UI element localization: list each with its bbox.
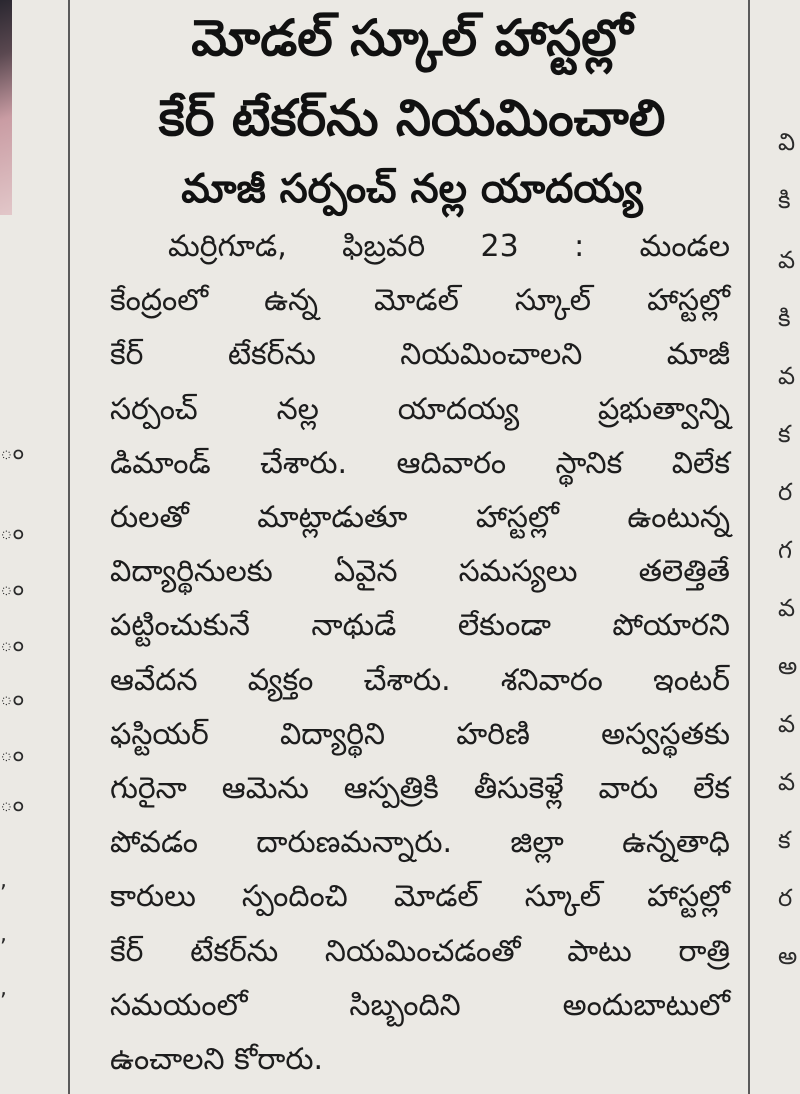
subheadline: మాజీ సర్పంచ్ నల్ల యాదయ్య	[181, 166, 643, 212]
left-column	[0, 0, 24, 1094]
body-line: ఉంచాలని కోరారు.	[110, 1042, 324, 1078]
left-fragment: ం	[0, 632, 24, 657]
headline-line-1: మోడల్ స్కూల్ హాస్టల్లో	[191, 9, 633, 67]
body-line: పట్టించుకునే నాథుడే లేకుండా పోయారని	[110, 608, 730, 644]
right-fragment: ర	[778, 884, 793, 912]
body-line: ఆవేదన వ్యక్తం చేశారు. శనివారం ఇంటర్	[110, 662, 730, 698]
left-fragment: ం	[0, 742, 24, 767]
body-line: డిమాండ్ చేశారు. ఆదివారం స్థానిక విలేక	[110, 445, 730, 481]
body-line: విద్యార్థినులకు ఏవైన సమస్యలు తలెత్తితే	[110, 554, 730, 590]
left-fragment: ,	[0, 922, 7, 947]
left-photo	[0, 0, 12, 215]
body-line: ఫస్టియర్ విద్యార్థిని హరిణి అస్వస్థతకు	[110, 716, 730, 752]
body-line: మర్రిగూడ, ఫిబ్రవరి 23 : మండల	[168, 229, 730, 264]
right-fragment: కి	[778, 304, 791, 332]
body-line: కేంద్రంలో ఉన్న మోడల్ స్కూల్ హాస్టల్లో	[110, 283, 730, 319]
right-fragment: ర	[778, 478, 793, 506]
body-line: కేర్ టేకర్‌ను నియమించాలని మాజీ	[110, 337, 730, 373]
right-fragment: క	[778, 826, 791, 854]
right-fragment: క	[778, 420, 791, 448]
left-fragment: ం	[0, 576, 24, 601]
right-fragment: వ	[778, 362, 796, 390]
column-divider-right	[748, 0, 750, 1094]
left-fragment: ,	[0, 868, 7, 893]
headline	[92, 6, 732, 150]
right-fragment: వ	[778, 710, 796, 738]
headline-line-2: కేర్ టేకర్‌ను నియమించాలి	[158, 89, 666, 147]
body-line: సర్పంచ్ నల్ల యాదయ్య ప్రభుత్వాన్ని	[110, 391, 730, 427]
left-fragment: ం	[0, 792, 24, 817]
right-fragment: వ	[778, 768, 796, 796]
body-line: పోవడం దారుణమన్నారు. జిల్లా ఉన్నతాధి	[110, 825, 730, 861]
right-fragment: వ	[778, 246, 796, 274]
column-divider-left	[68, 0, 70, 1094]
right-fragment: కి	[778, 186, 791, 214]
body-line: రులతో మాట్లాడుతూ హాస్టల్లో ఉంటున్న	[110, 500, 730, 536]
body-line: గురైనా ఆమెను ఆస్పత్రికి తీసుకెళ్లే వారు లేక	[110, 771, 730, 807]
body-line: కేర్ టేకర్‌ను నియమించడంతో పాటు రాత్రి	[110, 933, 730, 969]
right-fragment: వ	[778, 594, 796, 622]
body-line: సమయంలో సిబ్బందిని అందుబాటులో	[110, 987, 730, 1023]
article	[92, 0, 732, 1087]
right-fragment: వి	[778, 128, 796, 156]
left-fragment: ం	[0, 520, 24, 545]
left-fragment: ం	[0, 440, 24, 465]
left-fragment: ం	[0, 686, 24, 711]
left-fragment: ,	[0, 976, 7, 1001]
article-body	[110, 220, 730, 1087]
right-fragment: అ	[778, 942, 798, 970]
body-line: కారులు స్పందించి మోడల్ స్కూల్ హాస్టల్లో	[110, 879, 730, 915]
right-fragment: గ	[778, 536, 792, 564]
right-fragment: అ	[778, 652, 798, 680]
